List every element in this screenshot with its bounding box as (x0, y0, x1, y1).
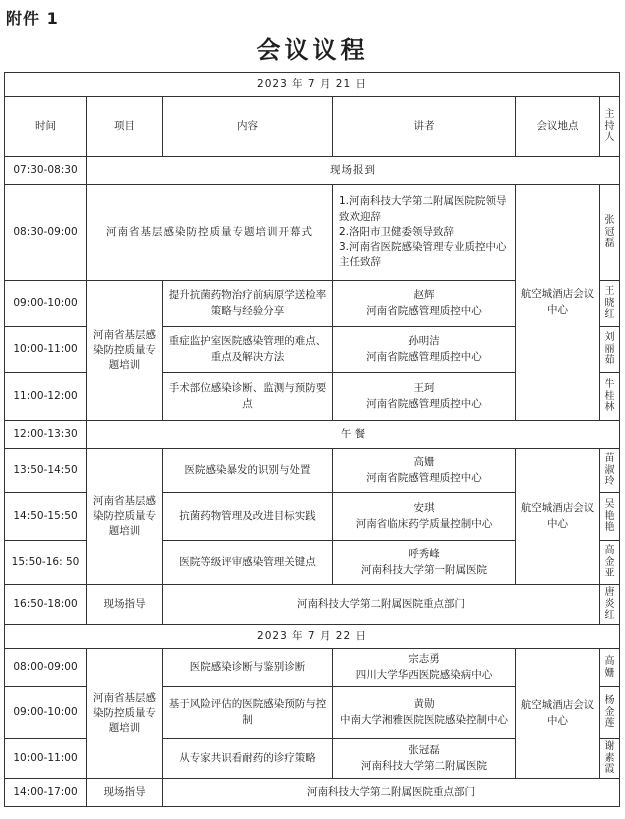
table-row (5, 649, 620, 687)
table-row (5, 449, 620, 493)
table-row (5, 157, 620, 185)
content-cell: 提升抗菌药物治疗前病原学送检率策略与经验分享 (163, 281, 333, 327)
host-cell: 牛桂林 (600, 373, 620, 421)
speaker-cell (333, 449, 516, 493)
time-cell: 09:00-10:00 (5, 687, 87, 739)
project-cell: 河南省基层感染防控质量专题培训 (87, 449, 163, 585)
opening-speakers (333, 185, 516, 281)
page-title: 会议议程 (256, 36, 369, 64)
date-row-day1 (5, 73, 620, 97)
host-cell: 苗淑玲 (600, 449, 620, 493)
host-cell: 高姗 (600, 649, 620, 687)
time-cell: 12:00-13:30 (5, 421, 87, 449)
time-cell: 10:00-11:00 (5, 739, 87, 779)
header-time: 时间 (5, 97, 87, 157)
speaker-line: 1.河南科技大学第二附属医院院领导致欢迎辞 (339, 195, 507, 223)
content-cell: 基于风险评估的医院感染预防与控制 (163, 687, 333, 739)
speaker-line: 2.洛阳市卫健委领导致辞 (339, 225, 455, 238)
speaker-cell (333, 687, 516, 739)
speaker-org: 河南省院感管理质控中心 (366, 350, 482, 363)
project-cell: 河南省基层感染防控质量专题培训 (87, 281, 163, 421)
merged-cell: 河南科技大学第二附属医院重点部门 (163, 779, 620, 807)
header-venue: 会议地点 (516, 97, 600, 157)
content-cell: 从专家共识看耐药的诊疗策略 (163, 739, 333, 779)
speaker-org: 四川大学华西医院感染病中心 (355, 668, 493, 681)
content-cell: 医院感染诊断与鉴别诊断 (163, 649, 333, 687)
merged-cell: 现场报到 (87, 157, 620, 185)
speaker-name: 呼秀峰 (408, 548, 440, 561)
speaker-cell (333, 373, 516, 421)
time-cell: 14:00-17:00 (5, 779, 87, 807)
speaker-name: 宗志勇 (408, 653, 440, 666)
speaker-cell (333, 281, 516, 327)
time-cell: 13:50-14:50 (5, 449, 87, 493)
date-row-day2 (5, 625, 620, 649)
table-row (5, 585, 620, 625)
speaker-org: 中南大学湘雅医院医院感染控制中心 (340, 713, 508, 726)
time-cell: 16:50-18:00 (5, 585, 87, 625)
host-cell: 吴艳艳 (600, 493, 620, 541)
agenda-table (4, 72, 620, 807)
content-cell: 重症监护室医院感染管理的难点、重点及解决方法 (163, 327, 333, 373)
speaker-org: 河南省临床药学质量控制中心 (355, 517, 493, 530)
header-project: 项目 (87, 97, 163, 157)
speaker-cell (333, 649, 516, 687)
header-host: 主持人 (600, 97, 620, 157)
content-cell: 医院等级评审感染管理关键点 (163, 541, 333, 585)
date-day1: 2023 年 7 月 21 日 (5, 73, 620, 97)
content-cell: 医院感染暴发的识别与处置 (163, 449, 333, 493)
time-cell: 10:00-11:00 (5, 327, 87, 373)
table-row (5, 185, 620, 281)
opening-ceremony: 河南省基层感染防控质量专题培训开幕式 (87, 185, 333, 281)
host-cell: 王晓红 (600, 281, 620, 327)
time-cell: 08:30-09:00 (5, 185, 87, 281)
time-cell: 09:00-10:00 (5, 281, 87, 327)
table-row (5, 421, 620, 449)
speaker-name: 黄勋 (413, 698, 435, 711)
project-cell: 河南省基层感染防控质量专题培训 (87, 649, 163, 779)
header-row (5, 97, 620, 157)
speaker-org: 河南科技大学第一附属医院 (361, 563, 487, 576)
project-cell: 现场指导 (87, 585, 163, 625)
speaker-cell (333, 493, 516, 541)
speaker-name: 高姗 (413, 456, 435, 469)
content-cell: 手术部位感染诊断、监测与预防要点 (163, 373, 333, 421)
table-row (5, 779, 620, 807)
speaker-cell (333, 327, 516, 373)
host-cell: 谢素霞 (600, 739, 620, 779)
host-cell: 高金亚 (600, 541, 620, 585)
speaker-line: 3.河南省医院感染管理专业质控中心主任致辞 (339, 241, 507, 269)
speaker-org: 河南省院感管理质控中心 (366, 397, 482, 410)
time-cell: 08:00-09:00 (5, 649, 87, 687)
speaker-cell (333, 739, 516, 779)
header-speaker: 讲者 (333, 97, 516, 157)
host-cell: 张冠磊 (600, 185, 620, 281)
venue-cell: 航空城酒店会议中心 (516, 449, 600, 585)
merged-cell: 河南科技大学第二附属医院重点部门 (163, 585, 600, 625)
date-day2: 2023 年 7 月 22 日 (5, 625, 620, 649)
host-cell: 杨金莲 (600, 687, 620, 739)
speaker-name: 王珂 (413, 382, 435, 395)
content-cell: 抗菌药物管理及改进目标实践 (163, 493, 333, 541)
host-cell: 唐炎红 (600, 585, 620, 625)
venue-cell: 航空城酒店会议中心 (516, 185, 600, 421)
time-cell: 11:00-12:00 (5, 373, 87, 421)
speaker-org: 河南科技大学第二附属医院 (361, 759, 487, 772)
header-content: 内容 (163, 97, 333, 157)
speaker-org: 河南省院感管理质控中心 (366, 304, 482, 317)
project-cell: 现场指导 (87, 779, 163, 807)
speaker-cell (333, 541, 516, 585)
speaker-name: 张冠磊 (408, 744, 440, 757)
attachment-label: 附件 1 (6, 9, 59, 28)
merged-cell: 午 餐 (87, 421, 620, 449)
speaker-name: 孙明洁 (408, 335, 440, 348)
host-cell: 刘丽茹 (600, 327, 620, 373)
speaker-name: 赵辉 (413, 289, 435, 302)
venue-cell: 航空城酒店会议中心 (516, 649, 600, 779)
time-cell: 14:50-15:50 (5, 493, 87, 541)
time-cell: 15:50-16: 50 (5, 541, 87, 585)
speaker-name: 安琪 (413, 502, 435, 515)
speaker-org: 河南省院感管理质控中心 (366, 471, 482, 484)
time-cell: 07:30-08:30 (5, 157, 87, 185)
